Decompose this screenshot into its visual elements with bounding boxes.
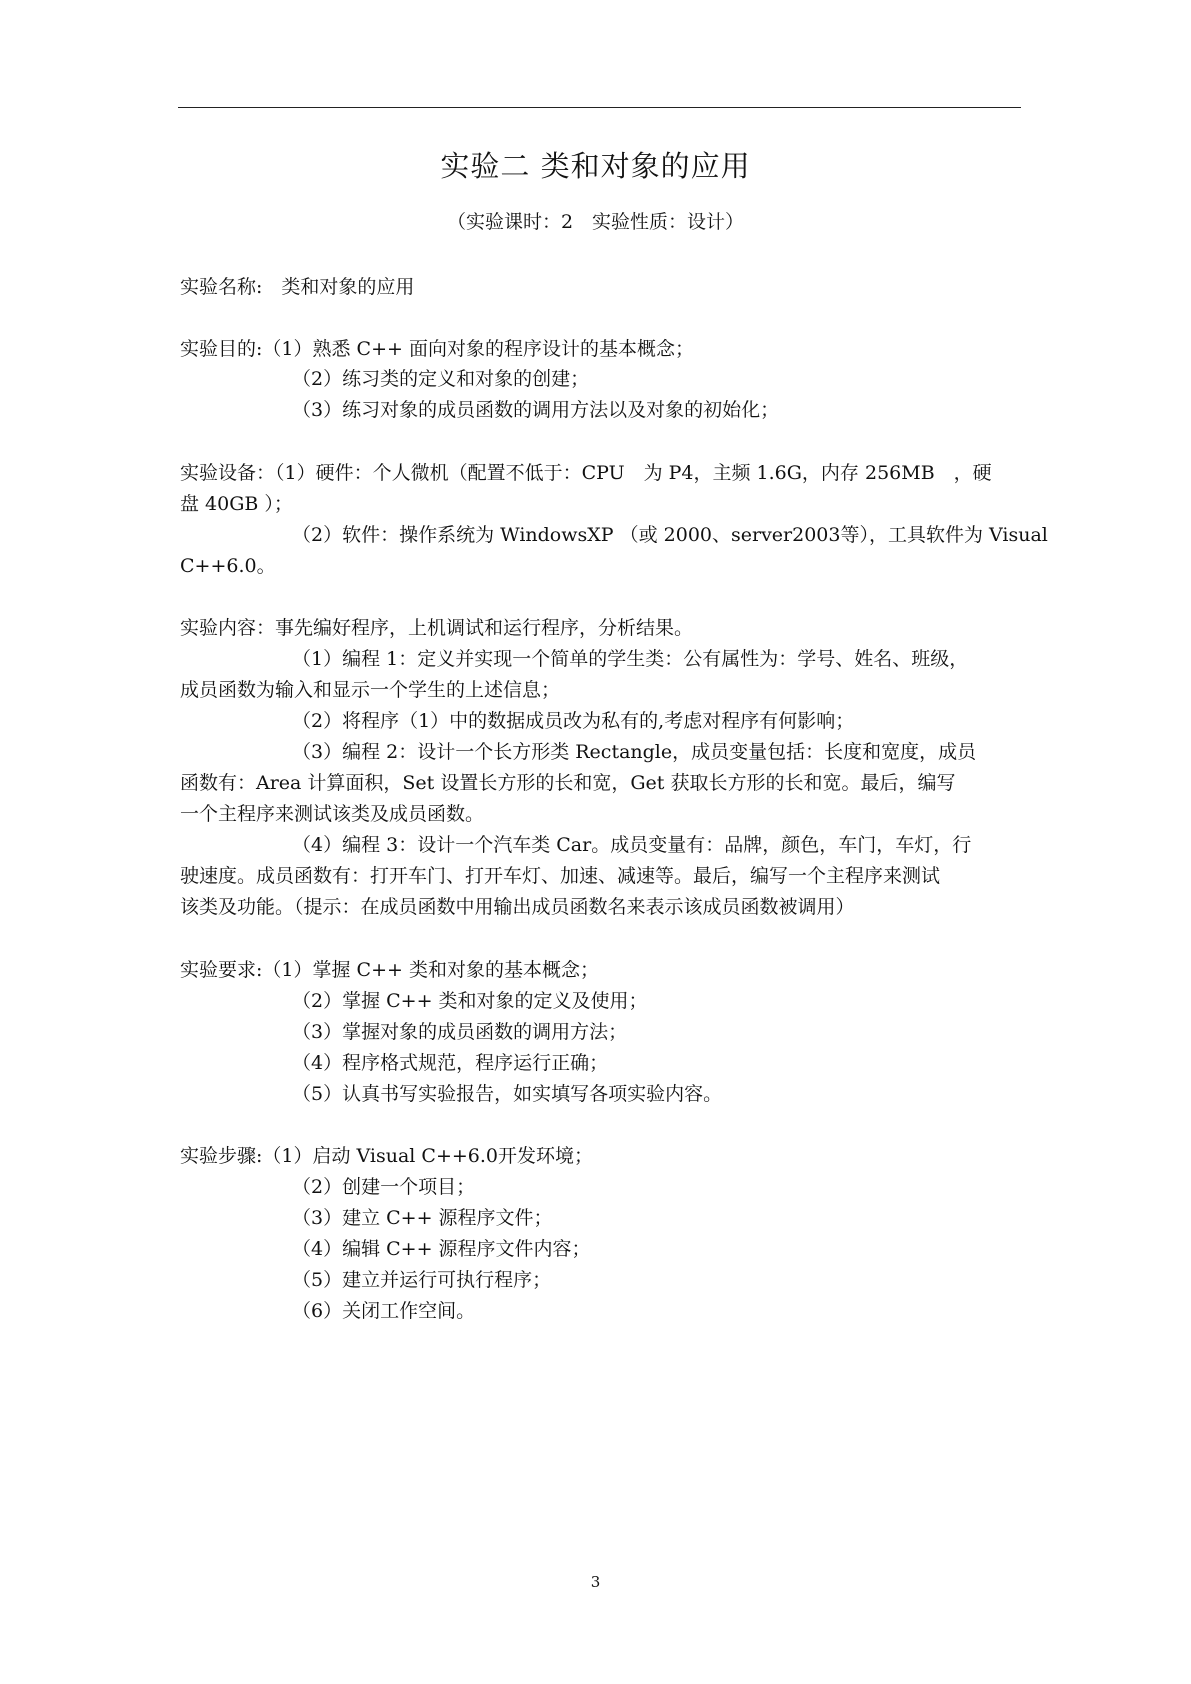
steps-line: （5）建立并运行可执行程序； <box>292 1269 552 1291</box>
content-line: 一个主程序来测试该类及成员函数。 <box>180 803 485 825</box>
steps-line: 实验步骤:（1）启动 Visual C++6.0开发环境； <box>180 1145 594 1167</box>
equipment-line: C++6.0。 <box>180 555 276 577</box>
document-title: 实验二 类和对象的应用 <box>440 149 751 183</box>
purpose-line: （2）练习类的定义和对象的创建； <box>292 368 590 390</box>
purpose-line: 实验目的:（1）熟悉 C++ 面向对象的程序设计的基本概念； <box>180 338 694 360</box>
experiment-name: 实验名称: 类和对象的应用 <box>180 276 415 298</box>
content-line: （4）编程 3：设计一个汽车类 Car。成员变量有：品牌，颜色，车门，车灯，行 <box>292 834 972 856</box>
requirements-line: （2）掌握 C++ 类和对象的定义及使用； <box>292 990 648 1012</box>
steps-line: （6）关闭工作空间。 <box>292 1300 476 1322</box>
steps-line: （4）编辑 C++ 源程序文件内容； <box>292 1238 591 1260</box>
equipment-line: 实验设备：（1）硬件：个人微机（配置不低于：CPU 为 P4，主频 1.6G，内存 256MB ，硬 <box>180 462 992 484</box>
content-line: 成员函数为输入和显示一个学生的上述信息； <box>180 679 561 701</box>
requirements-line: （4）程序格式规范，程序运行正确； <box>292 1052 609 1074</box>
content-line: 驶速度。成员函数有：打开车门、打开车灯、加速、减速等。最后，编写一个主程序来测试 <box>180 865 941 887</box>
content-line: （3）编程 2：设计一个长方形类 Rectangle，成员变量包括：长度和宽度，成员 <box>292 741 977 763</box>
requirements-line: （3）掌握对象的成员函数的调用方法； <box>292 1021 628 1043</box>
content-line: 实验内容：事先编好程序，上机调试和运行程序，分析结果。 <box>180 617 694 639</box>
page-number: 3 <box>590 1573 601 1591</box>
equipment-line: （2）软件：操作系统为 WindowsXP （或 2000、server2003等），工具软件为 Visual <box>292 524 1048 546</box>
requirements-line: 实验要求:（1）掌握 C++ 类和对象的基本概念； <box>180 959 599 981</box>
content-line: 该类及功能。（提示：在成员函数中用输出成员函数名来表示该成员函数被调用） <box>180 896 855 918</box>
steps-line: （2）创建一个项目； <box>292 1176 476 1198</box>
requirements-line: （5）认真书写实验报告，如实填写各项实验内容。 <box>292 1083 723 1105</box>
equipment-line: 盘 40GB ）； <box>180 493 293 515</box>
content-line: （2）将程序（1）中的数据成员改为私有的,考虑对程序有何影响； <box>292 710 855 732</box>
header-rule <box>178 107 1021 108</box>
steps-line: （3）建立 C++ 源程序文件； <box>292 1207 553 1229</box>
document-subtitle: （实验课时：2 实验性质：设计） <box>446 211 745 233</box>
content-line: （1）编程 1：定义并实现一个简单的学生类：公有属性为：学号、姓名、班级， <box>292 648 969 670</box>
purpose-line: （3）练习对象的成员函数的调用方法以及对象的初始化； <box>292 399 780 421</box>
content-line: 函数有：Area 计算面积，Set 设置长方形的长和宽，Get 获取长方形的长和宽。最后，编写 <box>180 772 956 794</box>
